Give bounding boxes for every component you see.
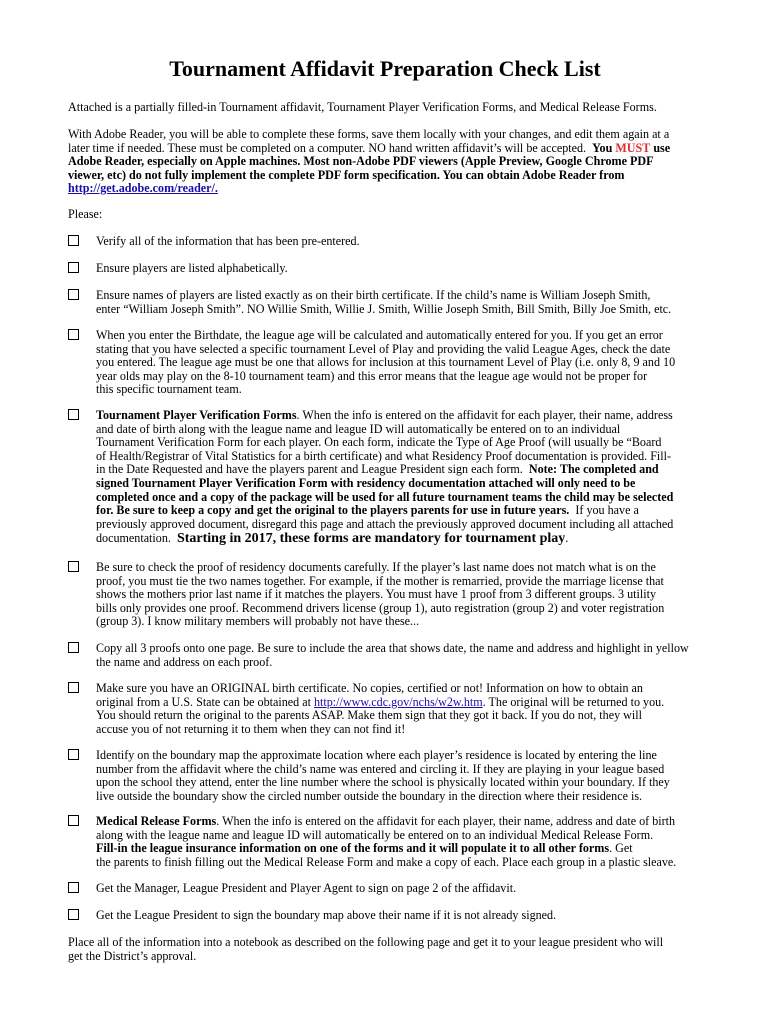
medical-heading: Medical Release Forms [96,814,217,828]
adobe-line-3: Adobe Reader, especially on Apple machines. Most non-Adobe PDF viewers (Apple Preview, Google Chrome PDF [68,154,654,169]
checkbox[interactable] [68,235,79,246]
checkbox[interactable] [68,409,79,420]
checklist-item-names: Ensure names of players are listed exactly as on their birth certificate. If the child’s name is William Joseph Smith, enter “William Joseph Smith”. NO Willie Smith, Willie J. Smith, Willie Joseph Smith, Bill Smith, Billy Joe Smith, etc. [68,289,720,316]
tpvf-heading: Tournament Player Verification Forms [96,408,297,422]
checkbox[interactable] [68,682,79,693]
mandatory-notice: Starting in 2017, these forms are mandatory for tournament play [176,531,566,547]
checklist-item-alphabetical: Ensure players are listed alphabetically. [68,262,720,276]
adobe-line-4: viewer, etc) do not fully implement the complete PDF form specification. You can obtain Adobe Reader from [68,167,625,182]
adobe-line-2: later time if needed. These must be completed on a computer. NO hand written affidavit’s will be accepted. You MUST use [68,140,671,155]
closing-paragraph: Place all of the information into a notebook as described on the following page and get it to your league president who will get the District’s approval. [68,935,664,963]
checklist-item-residency-proof: Be sure to check the proof of residency documents carefully. If the player’s last name does not match what is on the proof, you must tie the two names together. For example, if the mother is remarried, provide the marriage license that shows the mothers prior last name if it matches the players. You must have 1 proof from 3 different groups. 3 utility bills only provides one proof. Recommend drivers license (group 1), auto registration (group 2) and voter registration (group 3). I know military members will probably not have these... [68,561,720,629]
adobe-reader-link[interactable]: http://get.adobe.com/reader/. [68,181,218,196]
intro-paragraph [68,101,720,115]
checkbox[interactable] [68,882,79,893]
checkbox[interactable] [68,561,79,572]
cdc-link[interactable]: http://www.cdc.gov/nchs/w2w.htm [313,694,483,709]
checklist-item-verify: Verify all of the information that has been pre-entered. [68,235,720,249]
checklist-item-birthdate: When you enter the Birthdate, the league age will be calculated and automatically entered for you. If you get an error stating that you have selected a specific tournament Level of Play and providing the valid League Ages, check the date you entered. The league age must be one that allows for inclusion at this tournament Level of Play (i.e. only 8, 9 and 10 year olds may play on the 8-10 tournament team) and this error means that the league age would not be proper for this specific tournament team. [68,329,720,397]
adobe-line-1: With Adobe Reader, you will be able to complete these forms, save them locally with your changes, and edit them again at a [68,127,670,141]
checkbox[interactable] [68,815,79,826]
checkbox[interactable] [68,262,79,273]
checkbox[interactable] [68,329,79,340]
page-title: Tournament Affidavit Preparation Check List [169,56,601,81]
checkbox[interactable] [68,642,79,653]
checklist-item-verification-forms: Tournament Player Verification Forms. When the info is entered on the affidavit for each player, their name, address and date of birth along with the league name and league ID will automatically be entered on to an individual Tournament Verification Form for each player. On each form, indicate the Type of Age Proof (will usually be “Board of Health/Registrar of Vital Statistics for a birth certificate) and what Residency Proof documentation is provided. Fill- in the Date Requested and have the players parent and League President sign each form. Note: The completed and signed Tournament Player Verification Form with residency documentation attached will only need to be completed once and a copy of the package will be used for all future tournament teams the child may be selected for. Be sure to keep a copy and get the original to the players parents for use in future years. If you have a previously approved document, disregard this page and attach the previously approved document including all attached documentation. Starting in 2017, these forms are mandatory for tournament play. [68,409,720,546]
intro-text: Attached is a partially filled-in Tournament affidavit, Tournament Player Verification Forms, and Medical Release Forms. [68,100,657,114]
checklist-item-copy-proofs: Copy all 3 proofs onto one page. Be sure to include the area that shows date, the name and address and highlight in yellow the name and address on each proof. [68,642,720,669]
checkbox[interactable] [68,749,79,760]
checkbox[interactable] [68,289,79,300]
please-label: Please: [68,207,103,221]
checklist-item-manager-sign: Get the Manager, League President and Player Agent to sign on page 2 of the affidavit. [68,882,720,896]
checklist-item-president-sign: Get the League President to sign the boundary map above their name if it is not already signed. [68,909,720,923]
checkbox[interactable] [68,909,79,920]
adobe-paragraph [68,128,720,196]
checklist-item-birth-certificate: Make sure you have an ORIGINAL birth certificate. No copies, certified or not! Information on how to obtain an original from a U.S. State can be obtained at http://www.cdc.gov/nchs/w2w.htm. The original will be returned to you. You should return the original to the parents ASAP. Make them sign that they got it back. If you do not, they will accuse you of not returning it to them when they can not find it! [68,682,720,736]
checklist-item-medical-release: Medical Release Forms. When the info is entered on the affidavit for each player, their name, address and date of birth along with the league name and league ID will automatically be entered on to an individual Medical Release Form. Fill-in the league insurance information on one of the forms and it will populate it to all other forms. Get the parents to finish filling out the Medical Release Form and make a copy of each. Place each group in a plastic sleave. [68,815,720,869]
checklist-item-boundary-map: Identify on the boundary map the approximate location where each player’s residence is located by entering the line number from the affidavit where the child’s name was entered and circling it. If they are playing in your league based upon the school they attend, enter the line number where the school is physically located within your boundary. If they live outside the boundary show the circled number outside the boundary in the direction where their residence is. [68,749,720,803]
must-emphasis: MUST [615,140,651,155]
